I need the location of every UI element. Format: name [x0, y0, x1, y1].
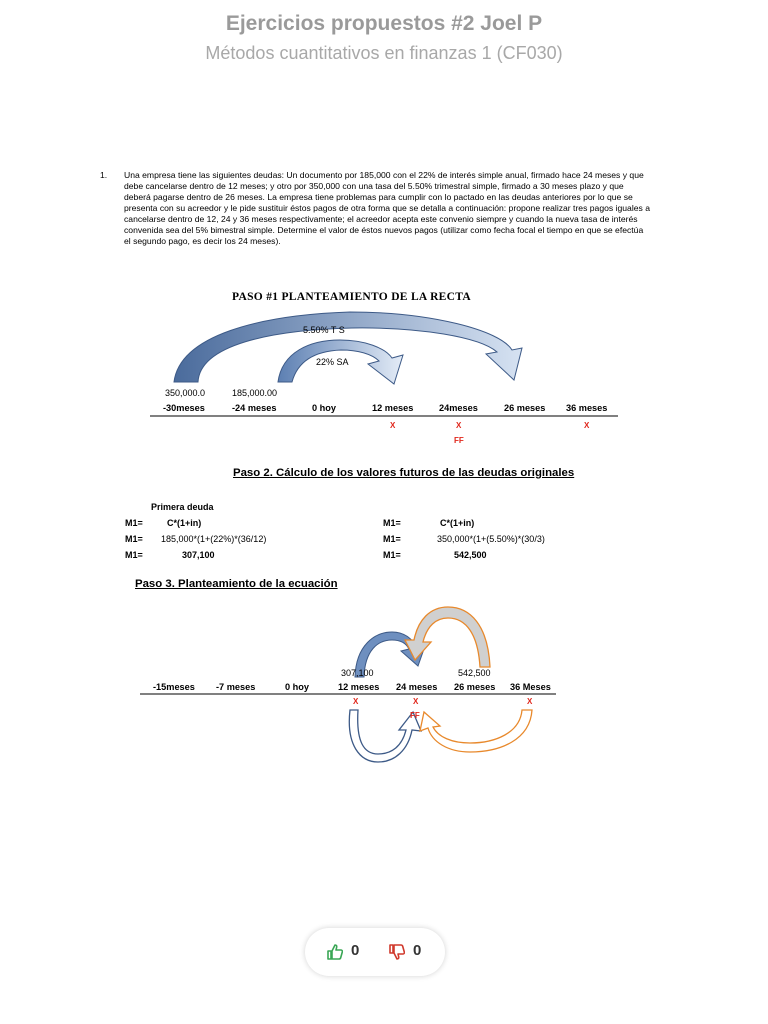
- paso1-mark: X: [390, 421, 396, 430]
- problem-text: Una empresa tiene las siguientes deudas: Un documento por 185,000 con el 22% de interés simple anual, firmado hace 24 meses y que debe cancelarse dentro de 12 meses; y otro por 350,000 con una tasa del 5.50% trimestral simple, firmado a 30 meses plazo y que deberá pagarse dentro de 26 meses. La empresa tiene problemas para cumplir con lo pactado en las deudas anteriores por lo que se presenta con su acreedor y le pide sustituir éstos pagos de otra forma que se detalla a continuación: propone realizar tres pagos iguales a cancelarse dentro de 12, 24 y 36 meses respectivamente; el acreedor acepta este convenio siempre y cuando la nueva tasa de interés convenida sea del 5% bimestral simple. Determine el valor de éstos nuevos pagos (utilizar como fecha focal el tiempo en que se efectúa el segundo pago, es decir los 24 meses).: [124, 170, 650, 246]
- paso3-mark: X: [413, 697, 419, 706]
- paso1-tick: 12 meses: [372, 403, 414, 413]
- eq-left-label-2: M1=: [125, 534, 143, 544]
- paso1-title: PASO #1 PLANTEAMIENTO DE LA RECTA: [232, 291, 471, 303]
- paso1-tick: 26 meses: [504, 403, 546, 413]
- upvote-count: 0: [351, 942, 360, 959]
- vote-widget: [305, 928, 445, 976]
- paso3-value-left: 307,100: [341, 668, 374, 678]
- paso1-tick: 24meses: [439, 403, 478, 413]
- paso3-tick: -15meses: [153, 682, 195, 692]
- paso1-mark: X: [456, 421, 462, 430]
- paso1-tick: -24 meses: [232, 403, 277, 413]
- paso3-tick: 0 hoy: [285, 682, 309, 692]
- paso3-focal-date: FF: [410, 711, 420, 720]
- eq-left-label-3: M1=: [125, 550, 143, 560]
- eq-left-value-3: 307,100: [182, 550, 215, 560]
- primera-deuda-label: Primera deuda: [151, 502, 214, 512]
- eq-right-value-2: 350,000*(1+(5.50%)*(30/3): [437, 534, 545, 544]
- paso1-rate-small: 22% SA: [316, 357, 349, 367]
- paso3-tick: -7 meses: [216, 682, 256, 692]
- eq-right-value-1: C*(1+in): [440, 518, 475, 528]
- paso1-mark: X: [584, 421, 590, 430]
- eq-right-label-1: M1=: [383, 518, 401, 528]
- paso3-tick: 12 meses: [338, 682, 380, 692]
- document-title: Ejercicios propuestos #2 Joel P: [225, 12, 543, 35]
- paso1-tick: 36 meses: [566, 403, 608, 413]
- eq-right-label-3: M1=: [383, 550, 401, 560]
- paso1-value-right: 185,000.00: [232, 388, 278, 398]
- paso3-tick: 26 meses: [454, 682, 496, 692]
- paso3-tick: 24 meses: [396, 682, 438, 692]
- paso1-tick: 0 hoy: [312, 403, 336, 413]
- paso1-value-left: 350,000.0: [165, 388, 206, 398]
- paso3-mark: X: [527, 697, 533, 706]
- thumbs-up-icon[interactable]: [327, 944, 343, 960]
- paso3-mark: X: [353, 697, 359, 706]
- problem-number: 1.: [100, 170, 108, 180]
- paso1-rate-big: 5.50% T S: [303, 325, 345, 335]
- document-subtitle: Métodos cuantitativos en finanzas 1 (CF030): [205, 43, 563, 63]
- paso3-title: Paso 3. Planteamiento de la ecuación: [135, 578, 338, 590]
- eq-right-label-2: M1=: [383, 534, 401, 544]
- paso3-orange-arrow-bottom: [420, 710, 532, 752]
- thumbs-down-icon[interactable]: [389, 944, 405, 960]
- paso3-tick: 36 Meses: [510, 682, 551, 692]
- paso1-focal-date: FF: [454, 436, 464, 445]
- paso2-title: Paso 2. Cálculo de los valores futuros de las deudas originales: [233, 467, 575, 479]
- eq-left-value-1: C*(1+in): [167, 518, 202, 528]
- paso3-value-right: 542,500: [458, 668, 491, 678]
- eq-left-label-1: M1=: [125, 518, 143, 528]
- eq-left-value-2: 185,000*(1+(22%)*(36/12): [161, 534, 267, 544]
- downvote-count: 0: [413, 942, 422, 959]
- eq-right-value-3: 542,500: [454, 550, 487, 560]
- paso1-tick: -30meses: [163, 403, 205, 413]
